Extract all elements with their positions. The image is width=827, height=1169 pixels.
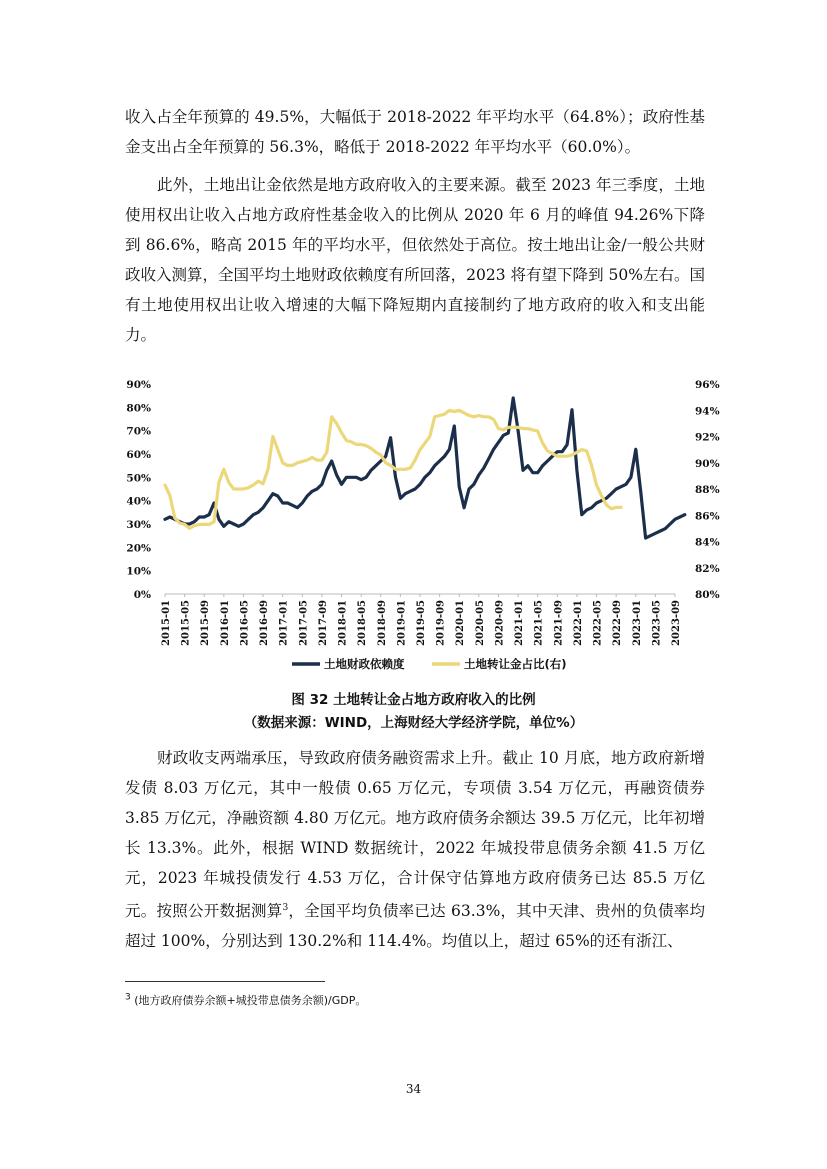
x-axis-tick-label: 2019-01: [396, 600, 408, 646]
x-axis-tick-label: 2015-05: [180, 600, 192, 646]
left-axis-tick-label: 20%: [126, 542, 151, 555]
legend-label-land-transfer-share: 土地转让金占比(右): [464, 657, 567, 671]
paragraph-continued: 收入占全年预算的 49.5%，大幅低于 2018-2022 年平均水平（64.8%）；政府性基金支出占全年预算的 56.3%，略低于 2018-2022 年平均水平（60.0%）。: [125, 108, 705, 156]
x-axis-tick-label: 2020-01: [455, 600, 467, 646]
x-axis-tick-label: 2018-09: [376, 600, 388, 646]
right-axis-tick-label: 82%: [695, 562, 720, 575]
x-axis-tick-label: 2023-05: [651, 600, 663, 646]
paragraph-land-transfer: 此外，土地出让金依然是地方政府收入的主要来源。截至 2023 年三季度，土地使用权出让收入占地方政府性基金收入的比例从 2020 年 6 月的峰值 94.26%下降到 86.6%，略高 2015 年的平均水平，但依然处于高位。按土地出让金/一般公共财政收入测算，全国平均土地财政依赖度有所回落，2023 将有望下降到 50%左右。国有土地使用权出让收入增速的大幅下降短期内直接制约了地方政府的收入和支出能力。: [125, 176, 705, 344]
paragraph-debt-part1: 财政收支两端承压，导致政府债务融资需求上升。截止 10 月底，地方政府新增发债 8.03 万亿元，其中一般债 0.65 万亿元，专项债 3.54 万亿元，再融资债券 3.85 万亿元，净融资额 4.80 万亿元。地方政府债务余额达 39.5 万亿元，比年初增长 13.3%。此外，根据 WIND 数据统计，2022 年城投带息债务余额 41.5 万亿元，2023 年城投债发行 4.53 万亿，合计保守估算地方政府债务已达 85.5 万亿元。按照公开数据测算: [125, 749, 705, 921]
left-axis-tick-label: 0%: [133, 589, 151, 601]
left-axis-tick-label: 10%: [126, 565, 151, 578]
legend-label-land-fiscal-dependence: 土地财政依赖度: [324, 657, 405, 671]
x-axis-tick-label: 2017-05: [298, 600, 310, 646]
right-axis-tick-label: 92%: [695, 431, 720, 444]
x-axis-tick-label: 2022-01: [572, 600, 584, 646]
x-axis-tick-label: 2019-05: [416, 600, 427, 646]
footnote-marker: 3: [125, 992, 131, 1003]
x-axis-tick-label: 2021-01: [514, 600, 526, 646]
x-axis-tick-label: 2018-01: [337, 600, 349, 646]
right-axis-tick-label: 80%: [695, 589, 720, 601]
left-axis-tick-label: 50%: [126, 472, 151, 485]
x-axis-tick-label: 2016-01: [219, 600, 231, 646]
left-axis-tick-label: 30%: [126, 519, 151, 531]
x-axis-tick-label: 2016-05: [239, 600, 251, 646]
x-axis-tick-label: 2021-09: [553, 600, 565, 646]
x-axis-tick-label: 2020-05: [474, 600, 486, 646]
x-axis-tick-label: 2022-05: [592, 600, 604, 646]
left-axis-tick-label: 80%: [126, 402, 151, 415]
right-axis-tick-label: 90%: [695, 457, 720, 470]
footnote-text: (地方政府债券余额+城投带息债务余额)/GDP。: [134, 994, 367, 1007]
page-number: 34: [405, 1082, 422, 1096]
left-axis-tick-label: 60%: [126, 449, 151, 461]
x-axis-tick-label: 2020-09: [494, 600, 506, 646]
x-axis-tick-label: 2015-09: [200, 600, 212, 646]
x-axis-tick-label: 2017-09: [317, 600, 329, 646]
right-axis-tick-label: 94%: [695, 405, 720, 418]
x-axis-tick-label: 2022-09: [612, 600, 624, 646]
x-axis-tick-label: 2017-01: [278, 600, 290, 646]
right-axis-tick-label: 88%: [695, 484, 720, 496]
figure-source: （数据来源：WIND，上海财经大学经济学院，单位%）: [243, 715, 584, 731]
line-chart: [120, 372, 720, 684]
right-axis-tick-label: 86%: [695, 510, 720, 523]
x-axis-tick-label: 2015-01: [161, 600, 172, 646]
x-axis-tick-label: 2018-05: [357, 600, 369, 646]
footnote-divider: [125, 981, 325, 982]
footnote: [125, 992, 366, 1008]
figure-caption: 图 32 土地转让金占地方政府收入的比例: [291, 692, 536, 708]
right-axis-tick-label: 84%: [695, 536, 720, 549]
right-axis-tick-label: 96%: [695, 379, 720, 391]
footnote-ref: 3: [282, 903, 289, 913]
x-axis-tick-label: 2021-05: [533, 600, 545, 646]
left-axis-tick-label: 40%: [126, 495, 151, 508]
series-line-land-fiscal-dependence: [165, 398, 685, 538]
x-axis-tick-label: 2019-09: [435, 600, 447, 646]
paragraph-debt-part2: ，全国平均负债率已达 63.3%，其中天津、贵州的负债率均超过 100%，分别达到 130.2%和 114.4%。均值以上，超过 65%的还有浙江、: [125, 902, 705, 951]
x-axis-tick-label: 2023-01: [631, 600, 643, 646]
series-line-land-transfer-share: [165, 410, 621, 528]
x-axis-tick-label: 2023-09: [671, 600, 682, 646]
left-axis-tick-label: 70%: [126, 425, 151, 438]
paragraph-debt: [125, 743, 705, 956]
x-axis-tick-label: 2016-09: [259, 600, 271, 646]
left-axis-tick-label: 90%: [126, 379, 151, 391]
